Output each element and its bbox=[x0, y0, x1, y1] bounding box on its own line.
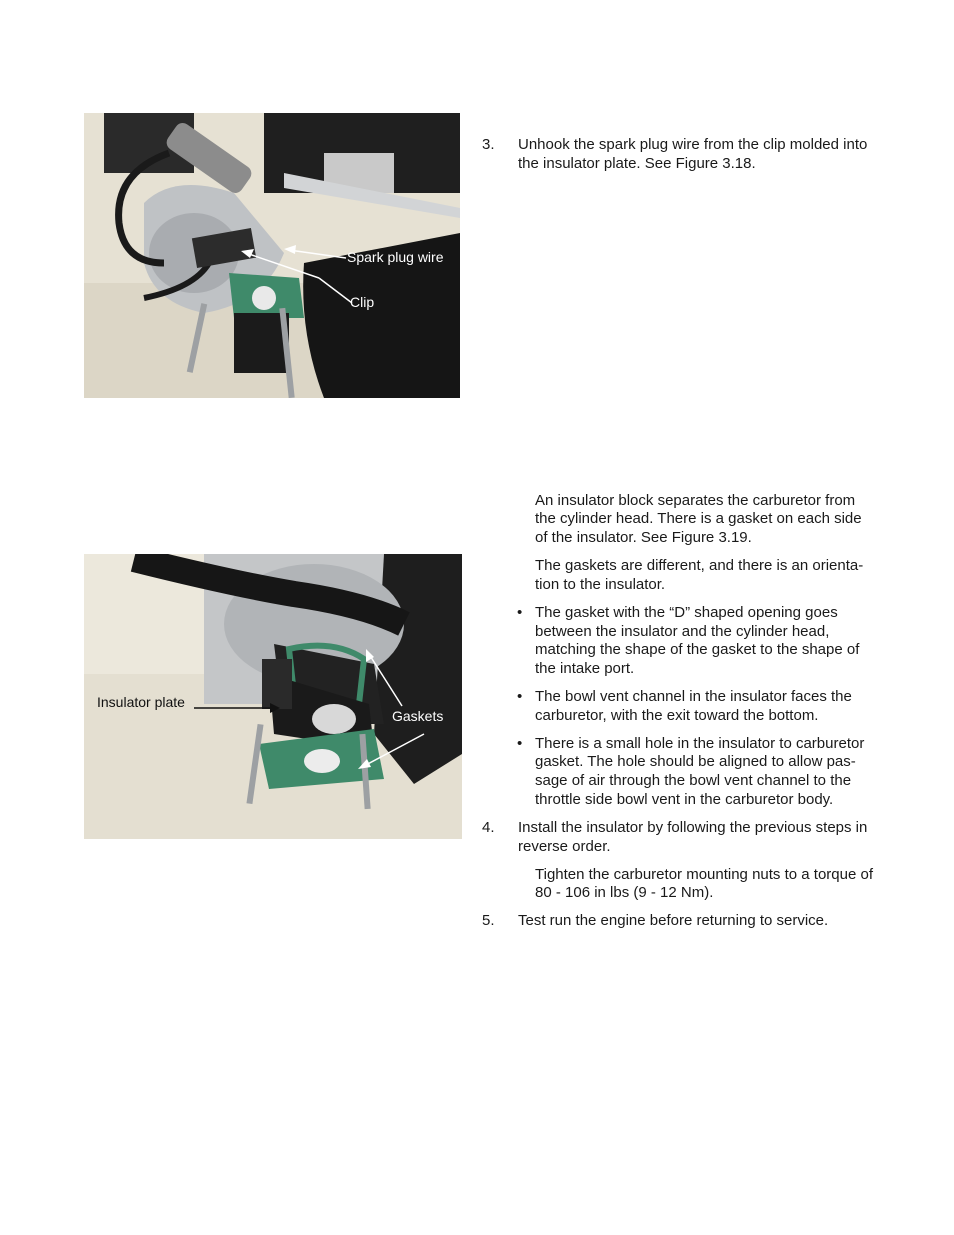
insulator-plate-callout: Insulator plate bbox=[97, 694, 185, 710]
torque-spec-line-2: 80 - 106 in lbs (9 - 12 Nm). bbox=[535, 884, 714, 901]
figure-3-19-photo bbox=[84, 554, 462, 839]
step-3-line-1: Unhook the spark plug wire from the clip molded into bbox=[518, 136, 868, 153]
bullet-3-line-4: throttle side bowl vent in the carburetor body. bbox=[535, 791, 834, 808]
step-4-number: 4. bbox=[482, 819, 495, 836]
bullet-1-line-1: The gasket with the “D” shaped opening goes bbox=[535, 604, 838, 621]
clip-callout: Clip bbox=[350, 294, 375, 310]
figure-3-18-photo bbox=[84, 113, 460, 398]
gaskets-different-para-line-2: tion to the insulator. bbox=[535, 576, 666, 593]
bullet-1-line-3: matching the shape of the gasket to the shape of bbox=[535, 641, 860, 658]
spark-plug-wire-callout: Spark plug wire bbox=[347, 249, 444, 265]
step-3-number: 3. bbox=[482, 136, 495, 153]
insulator-block-para-line-2: the cylinder head. There is a gasket on each side bbox=[535, 510, 862, 527]
step-5-number: 5. bbox=[482, 912, 495, 929]
insulator-block-para-line-1: An insulator block separates the carburetor from bbox=[535, 492, 856, 509]
bullet-3-line-2: gasket. The hole should be aligned to allow pas- bbox=[535, 753, 856, 770]
bullet-2-line-1: The bowl vent channel in the insulator faces the bbox=[535, 688, 852, 705]
bullet-3-line-1: There is a small hole in the insulator to carburetor bbox=[535, 735, 865, 752]
step-3-line-2: the insulator plate. See Figure 3.18. bbox=[518, 155, 756, 172]
bullet-3-line-3: sage of air through the bowl vent channel to the bbox=[535, 772, 852, 789]
bullet-2-line-2: carburetor, with the exit toward the bottom. bbox=[535, 707, 819, 724]
step-5-line-1: Test run the engine before returning to service. bbox=[518, 912, 829, 929]
bullet-1-line-4: the intake port. bbox=[535, 660, 635, 677]
insulator-block-para-line-3: of the insulator. See Figure 3.19. bbox=[535, 529, 752, 546]
step-4-line-2: reverse order. bbox=[518, 838, 611, 855]
torque-spec-line-1: Tighten the carburetor mounting nuts to a torque of bbox=[535, 866, 873, 883]
gaskets-callout: Gaskets bbox=[392, 708, 444, 724]
bullet-1-marker: • bbox=[517, 604, 523, 621]
step-4-line-1: Install the insulator by following the previous steps in bbox=[518, 819, 868, 836]
bullet-3-marker: • bbox=[517, 735, 523, 752]
gaskets-different-para-line-1: The gaskets are different, and there is an orienta- bbox=[535, 557, 864, 574]
bullet-2-marker: • bbox=[517, 688, 523, 705]
bullet-1-line-2: between the insulator and the cylinder head, bbox=[535, 623, 830, 640]
